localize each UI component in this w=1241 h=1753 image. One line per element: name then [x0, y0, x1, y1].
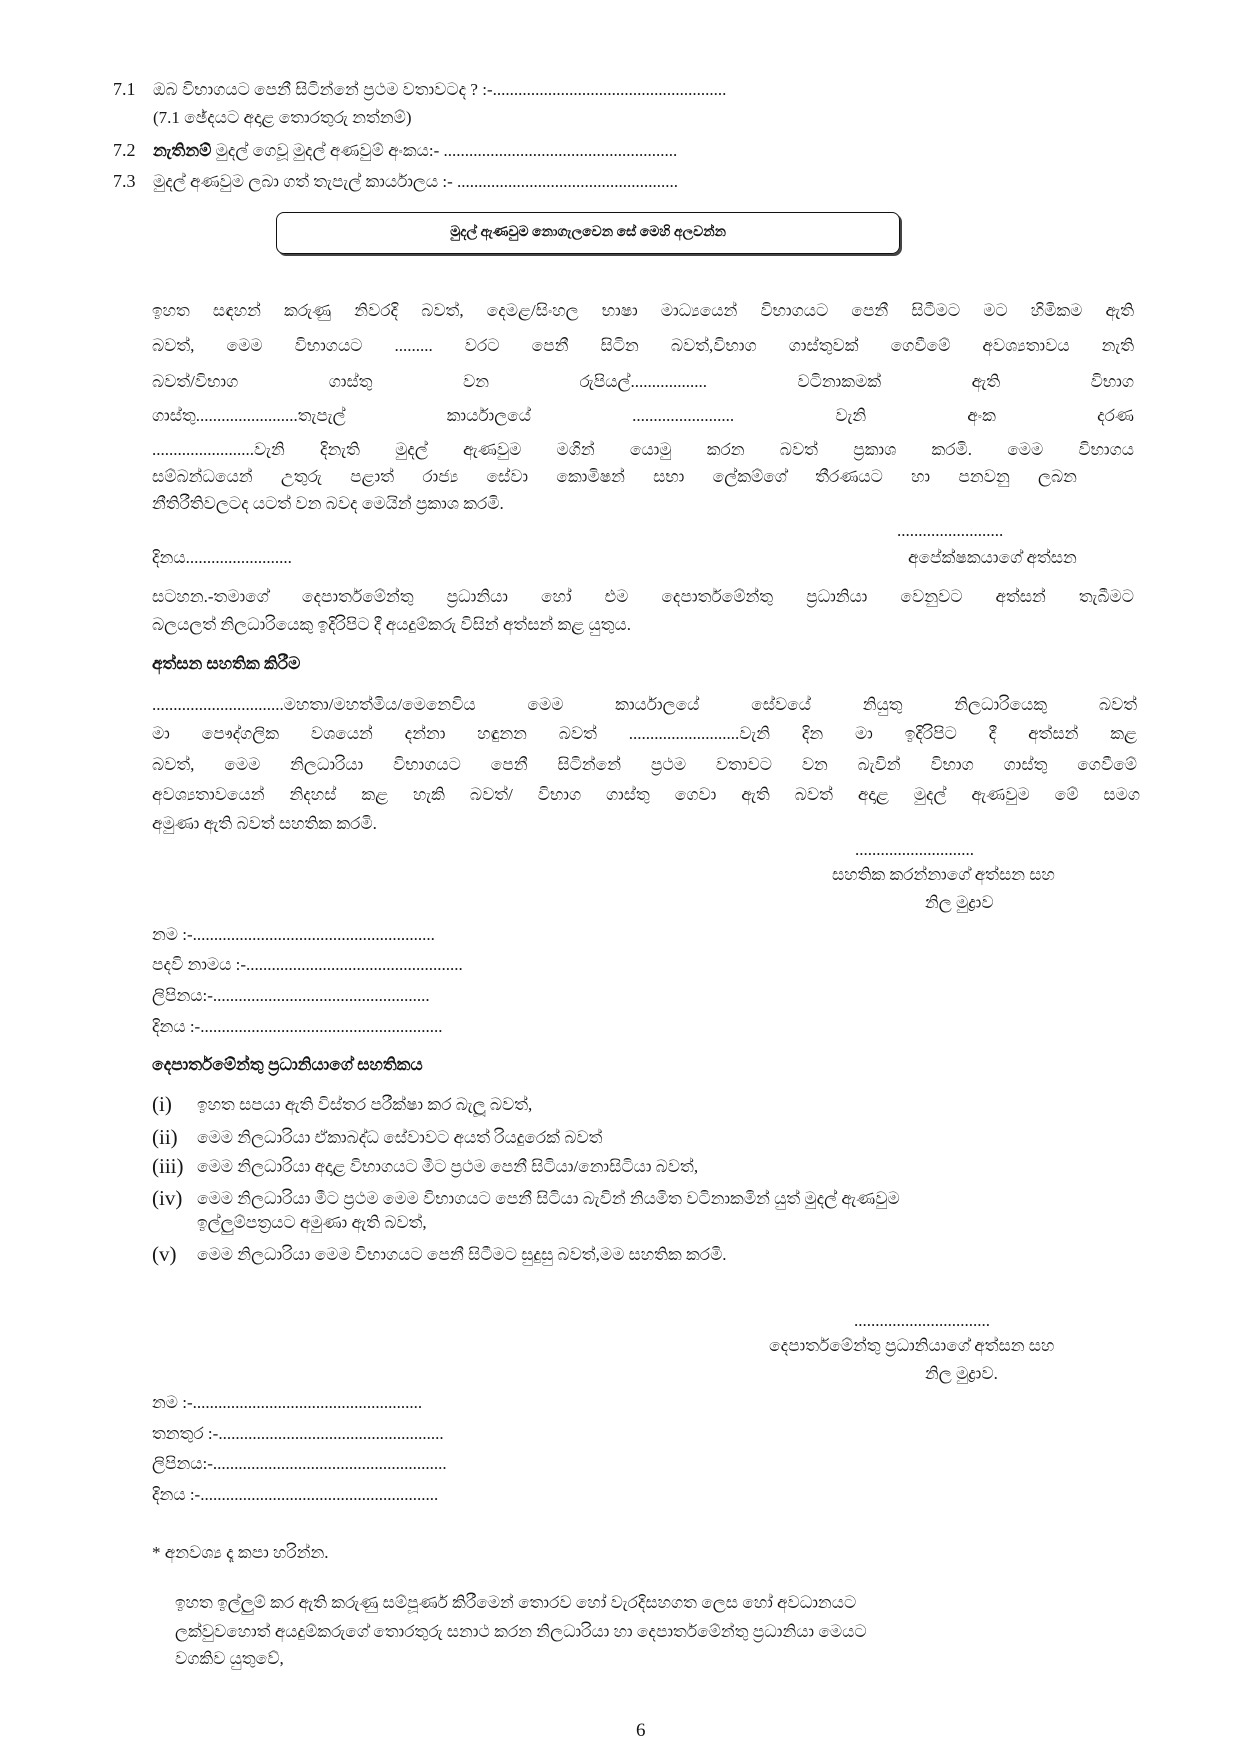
question-number: 7.3 — [113, 171, 136, 191]
head-signature-label: දෙපාර්තමේන්තු ප්‍රධානියාගේ අත්සන සහ — [769, 1336, 1055, 1355]
item-text: මෙම නිලධාරියා ඒකාබද්ධ සේවාවට අයත් රියදුරෙක් බවත් — [197, 1128, 603, 1147]
certifier-signature-line: ............................ — [855, 840, 974, 859]
head-name-field: නම :-...................................................... — [152, 1393, 423, 1412]
certifier-signature-label: සහතික කරන්නාගේ අත්සන සහ — [832, 865, 1055, 884]
head-designation-field: තනතුර :-..................................................... — [152, 1424, 444, 1443]
question-7-3 — [113, 170, 1113, 193]
item-text: මෙම නිලධාරියා මෙම විභාගයට පෙනී සිටීමට සුදුසු බවත්,මම සහතික කරමි. — [197, 1245, 727, 1264]
certificate-item — [152, 1187, 1162, 1213]
declaration-line: ඉහත සඳහන් කරුණු නිවරදි බවත්, දෙමළ/සිංහල භාෂා මාධ්‍යයෙන් විභාගයට පෙනී සිටීමට මට හිමිකම ඇති — [152, 301, 1134, 320]
certifier-designation-field: පදවි නාමය :-................................................... — [152, 955, 463, 974]
page-number: 6 — [636, 1720, 646, 1741]
item-text: මෙම නිලධාරියා අදාළ විභාගයට මීට ප්‍රථම පෙනී සිටියා/නොසිටියා බවත්, — [197, 1157, 699, 1176]
money-order-paste-box — [276, 212, 900, 254]
head-seal-label: නිල මුද්‍රාව. — [925, 1364, 998, 1383]
question-7-1-note: (7.1 ඡේදයට අදාළ තොරතුරු නත්නම්) — [153, 108, 412, 127]
head-signature-line: ................................ — [854, 1311, 990, 1330]
certifier-address-field: ලිපිනය:-................................................... — [152, 986, 430, 1005]
head-address-field: ලිපිනය:-....................................................... — [152, 1454, 447, 1473]
question-number: 7.2 — [113, 140, 136, 160]
question-number: 7.1 — [113, 79, 136, 99]
question-7-1 — [113, 78, 1113, 101]
certificate-item-continuation: ඉල්ලුම්පත්‍රයට අමුණා ඇති බවත්, — [197, 1213, 427, 1232]
question-text: මුදල් ගෙවූ මුදල් අණවුම් අංකය:- ....................................................... — [211, 141, 678, 160]
attestation-line: අමුණා ඇති බවත් සහතික කරමි. — [152, 814, 377, 833]
certificate-item — [152, 1126, 1152, 1152]
certificate-item — [152, 1155, 1152, 1181]
declaration-line: ගාස්තු........................තැපැල් කාර්යාලයේ ........................ වැනි අංක දරණ — [152, 406, 1134, 425]
declaration-line: බවත්/විභාග ගාස්තු වන රුපියල්.................. වටිනාකමක් ඇති විභාග — [152, 372, 1134, 391]
applicant-signature-line: ......................... — [897, 521, 1004, 540]
attestation-line: බවත්, මෙම නිලධාරියා විභාගයට පෙනී සිටින්නේ ප්‍රථම වතාවට වන බැවින් විභාග ගාස්තු ගෙවීමේ — [152, 755, 1137, 774]
head-certificate-heading: දෙපාර්තමේන්තු ප්‍රධානියාගේ සහතිකය — [152, 1055, 423, 1074]
attestation-line: අවශ්‍යතාවයෙන් නිදහස් කළ හැකි බවත්/ විභාග ගාස්තු ගෙවා ඇති බවත් අදාළ මුදල් ඇණවුම මේ සමග — [152, 785, 1140, 804]
declaration-line: බවත්, මෙම විභාගයට ......... වරට පෙනී සිටින බවත්,විභාග ගාස්තුවක් ගෙවීමේ අවශ්‍යතාවය නැති — [152, 336, 1134, 355]
question-text: මුදල් අණවුම ලබා ගත් තැපැල් කාර්යාලය :- .................................................... — [153, 172, 679, 191]
certifier-name-field: නම :-......................................................... — [152, 925, 435, 944]
footnote: * අනවශ්‍ය දෑ කපා හරින්න. — [152, 1543, 329, 1562]
item-number: (v) — [152, 1243, 177, 1266]
closing-line: ලක්වුවහොත් අයදුම්කරුගේ තොරතුරු සනාථ කරන නිලධාරියා හා දෙපාර්තමේන්තු ප්‍රධානියා මෙයට — [175, 1622, 867, 1641]
closing-line: ඉහත ඉල්ලුම් කර ඇති කරුණු සම්පූර්ණ කිරීමෙන් තොරව හෝ වැරදිසහගත ලෙස හෝ අවධානයට — [175, 1593, 857, 1612]
item-number: (ii) — [152, 1126, 178, 1149]
item-text: මෙම නිලධාරියා මීට ප්‍රථම මෙම විභාගයට පෙනී සිටියා බැවින් නියමිත වටිනාකමින් යුත් මුදල් ඇණවුම — [197, 1189, 900, 1208]
declaration-line: සම්බන්ධයෙන් උතුරු පළාත් රාජ්‍ය සේවා කොමිෂන් සභා ලේකම්ගේ තීරණයට හා පනවනු ලබන — [152, 467, 1077, 486]
question-emphasis: නැතිනම් — [153, 141, 212, 160]
applicant-signature-label: අපේක්ෂකයාගේ අත්සන — [908, 548, 1077, 567]
item-number: (iv) — [152, 1187, 183, 1210]
note-line: බලයලත් නිලධාරියෙකු ඉදිරිපිට දී අයදුම්කරු විසින් අත්සන් කළ යුතුය. — [152, 615, 632, 634]
certificate-item — [152, 1093, 1152, 1119]
attestation-line: මා පෞද්ගලික වශයෙන් දන්නා හඳුනන බවත් ..........................වැනි දින මා ඉදිරිපිට දී අත්සන් කළ — [152, 724, 1137, 743]
money-order-box-label: මුදල් ඇණවුම නොගැලවෙන සේ මෙහි අලවන්න — [450, 225, 726, 240]
item-number: (i) — [152, 1093, 172, 1116]
certificate-item — [152, 1243, 1152, 1269]
note-line: සටහන.-තමාගේ දෙපාර්තමේන්තු ප්‍රධානියා හෝ එම දෙපාර්තමේන්තු ප්‍රධානියා වෙනුවට අත්සන් තැබීමට — [152, 587, 1134, 606]
declaration-line: නීතිරීතිවලටද යටත් වන බවද මෙයින් ප්‍රකාශ කරමි. — [152, 494, 504, 513]
head-date-field: දිනය :-........................................................ — [152, 1485, 439, 1504]
certifier-date-field: දිනය :-......................................................... — [152, 1017, 443, 1036]
closing-line: වගකිව යුතුවේ, — [175, 1649, 284, 1668]
attestation-line: ...............................මහතා/මහත්මිය/මෙනෙවිය මෙම කාර්යාලයේ සේවයේ නියුතු නිලධාරියෙකු බවත් — [152, 695, 1137, 714]
question-text: ඔබ විභාගයට පෙනී සිටින්නේ ප්‍රථම වතාවටද ? :-....................................................... — [153, 80, 727, 99]
attestation-heading: අත්සන සහතික කිරීම — [152, 654, 301, 673]
applicant-date-field: දිනය......................... — [152, 548, 292, 567]
question-7-2 — [113, 139, 1113, 162]
certifier-seal-label: නිල මුද්‍රාව — [925, 893, 994, 912]
item-number: (iii) — [152, 1155, 184, 1178]
item-text: ඉහත සපයා ඇති විස්තර පරීක්ෂා කර බැලූ බවත්, — [197, 1095, 533, 1114]
declaration-line: ........................වැනි දිනැති මුදල් ඇණවුම මගින් යොමු කරන බවත් ප්‍රකාශ කරමි. මෙම විභාගය — [152, 440, 1134, 459]
